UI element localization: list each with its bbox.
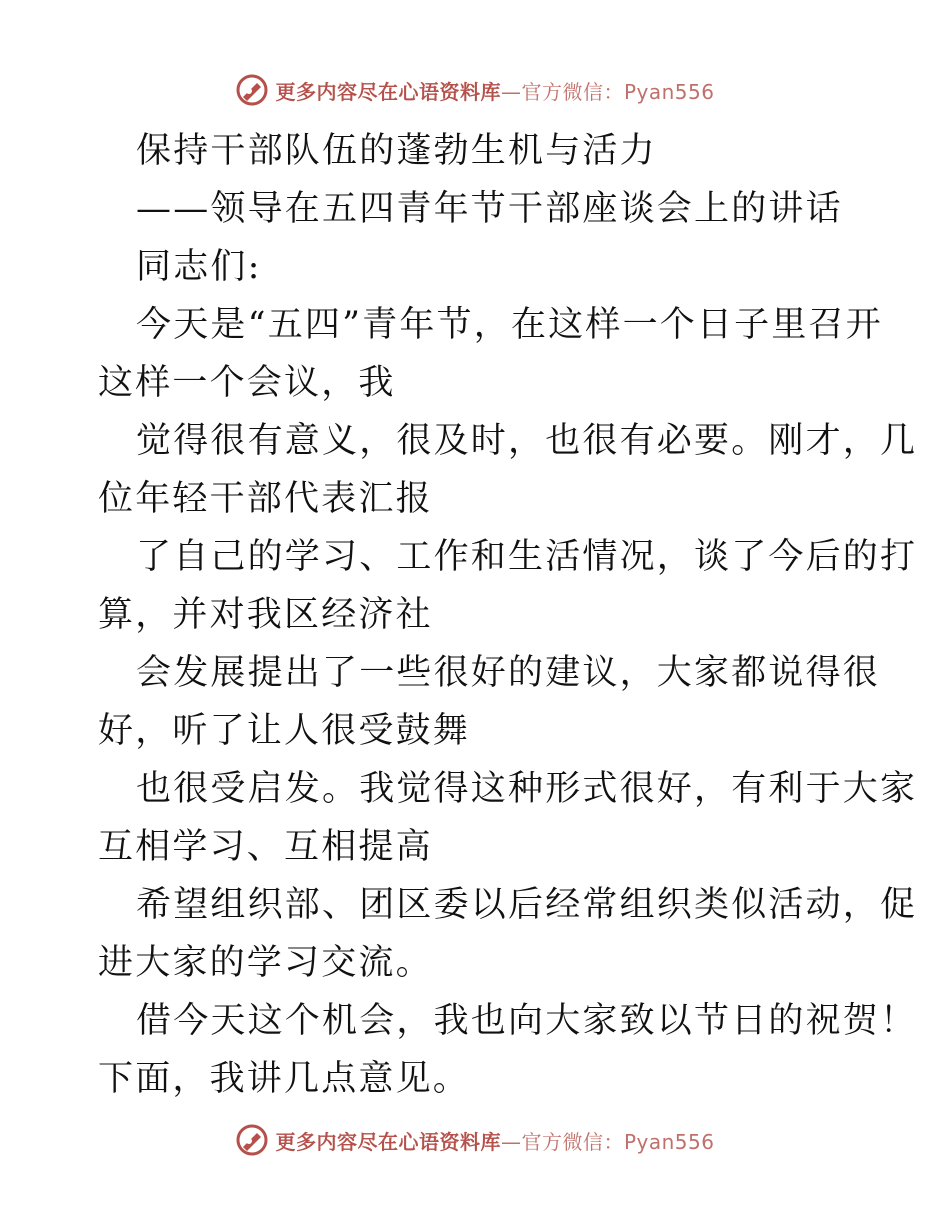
body-line: 了自己的学习、工作和生活情况，谈了今后的打 (136, 537, 918, 577)
body-line: 这样一个会议，我 (98, 363, 396, 403)
body-line: 觉得很有意义，很及时，也很有必要。刚才，几 (136, 421, 918, 461)
body-line: 下面，我讲几点意见。 (98, 1059, 471, 1099)
footer-banner (0, 1120, 950, 1160)
body-line: 今天是“五四”青年节，在这样一个日子里召开 (136, 305, 883, 345)
document-subtitle: ——领导在五四青年节干部座谈会上的讲话 (136, 189, 843, 229)
body-line: 会发展提出了一些很好的建议，大家都说得很 (136, 653, 881, 693)
header-banner-sep: — (500, 79, 522, 104)
pen-logo-icon (235, 1123, 269, 1157)
document-title: 保持干部队伍的蓬勃生机与活力 (136, 131, 657, 171)
header-banner-text (275, 76, 714, 105)
body-line: 希望组织部、团区委以后经常组织类似活动，促 (136, 885, 918, 925)
document-body (98, 122, 918, 1108)
footer-banner-wechat: 官方微信：Pyan556 (521, 1129, 715, 1154)
footer-banner-sep: — (500, 1129, 522, 1154)
pen-logo-icon (235, 73, 269, 107)
footer-banner-main: 更多内容尽在心语资料库 (275, 1129, 501, 1154)
footer-banner-text (275, 1126, 714, 1155)
body-line: 算，并对我区经济社 (98, 595, 433, 635)
body-line: 借今天这个机会，我也向大家致以节日的祝贺！ (136, 1001, 918, 1041)
body-line: 好，听了让人很受鼓舞 (98, 711, 471, 751)
body-line: 也很受启发。我觉得这种形式很好，有利于大家 (136, 769, 918, 809)
body-line: 位年轻干部代表汇报 (98, 479, 433, 519)
header-banner (0, 70, 950, 110)
body-line: 进大家的学习交流。 (98, 943, 433, 983)
header-banner-main: 更多内容尽在心语资料库 (275, 79, 501, 104)
body-line: 互相学习、互相提高 (98, 827, 433, 867)
salutation: 同志们: (136, 247, 262, 287)
header-banner-wechat: 官方微信：Pyan556 (521, 79, 715, 104)
